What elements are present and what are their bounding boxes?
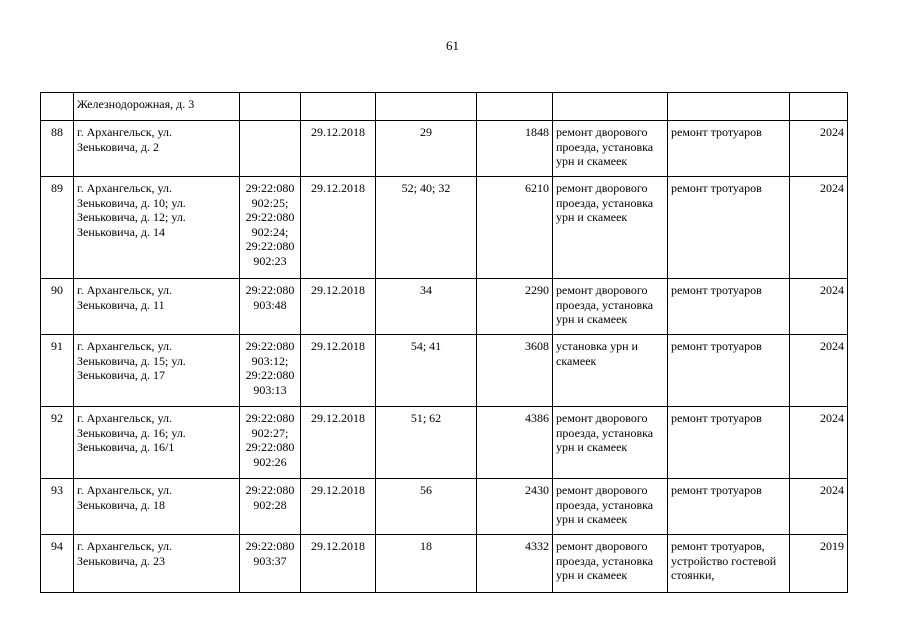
cell-number xyxy=(41,93,74,121)
cell-works-minimal-line: ремонт дворового xyxy=(556,283,648,297)
cell-area xyxy=(477,93,553,121)
cell-area: 6210 xyxy=(477,177,553,279)
cell-year: 2024 xyxy=(790,177,848,279)
cell-works-minimal-line: урн и скамеек xyxy=(556,210,628,224)
cell-works-minimal-line: скамеек xyxy=(556,353,597,368)
cell-address-line: Железнодорожная, д. 3 xyxy=(77,97,195,111)
cell-works-minimal-line: урн и скамеек xyxy=(556,312,628,326)
cell-apartments: 52; 40; 32 xyxy=(376,177,477,279)
cell-area: 4332 xyxy=(477,535,553,593)
cell-address-line: Зеньковича, д. 14 xyxy=(77,224,166,239)
cell-works-additional xyxy=(668,177,790,279)
cell-works-minimal xyxy=(553,479,668,535)
cell-address xyxy=(74,279,240,335)
cell-address-line: Зеньковича, д. 18 xyxy=(77,497,166,512)
cell-works-additional xyxy=(668,279,790,335)
table-row xyxy=(41,407,848,479)
cell-address-line: Зеньковича, д. 11 xyxy=(77,297,165,312)
cell-year: 2024 xyxy=(790,407,848,479)
cell-area: 2430 xyxy=(477,479,553,535)
cell-works-minimal-line: ремонт дворового xyxy=(556,483,648,497)
cell-cadastral xyxy=(240,535,301,593)
cell-area: 1848 xyxy=(477,121,553,177)
cell-works-additional xyxy=(668,407,790,479)
cell-cadastral-line: 29:22:080 xyxy=(245,440,295,454)
cell-works-additional-line: ремонт тротуаров, xyxy=(671,539,765,553)
cell-year: 2024 xyxy=(790,335,848,407)
cell-cadastral-line: 902:24; xyxy=(251,224,289,239)
cell-works-minimal xyxy=(553,535,668,593)
cell-works-additional xyxy=(668,121,790,177)
cell-works-minimal xyxy=(553,177,668,279)
cell-number: 89 xyxy=(41,177,74,279)
cell-cadastral-line: 902:26 xyxy=(253,454,287,469)
cell-area: 2290 xyxy=(477,279,553,335)
cell-address xyxy=(74,479,240,535)
cell-address-line: Зеньковича, д. 10; ул. xyxy=(77,195,186,210)
cell-address-line: г. Архангельск, ул. xyxy=(77,483,172,497)
cell-apartments xyxy=(376,93,477,121)
cell-apartments: 54; 41 xyxy=(376,335,477,407)
cell-works-minimal-line: ремонт дворового xyxy=(556,181,648,195)
cell-works-minimal-line: проезда, установка xyxy=(556,497,654,512)
table-row xyxy=(41,335,848,407)
table-row xyxy=(41,279,848,335)
cell-works-additional xyxy=(668,93,790,121)
cell-area: 3608 xyxy=(477,335,553,407)
table-row xyxy=(41,535,848,593)
cell-address-line: г. Архангельск, ул. xyxy=(77,125,172,139)
cell-date: 29.12.2018 xyxy=(301,535,376,593)
cell-date xyxy=(301,93,376,121)
cell-cadastral-line: 903:48 xyxy=(253,297,287,312)
cell-date: 29.12.2018 xyxy=(301,177,376,279)
cell-address xyxy=(74,177,240,279)
cell-cadastral-line: 29:22:080 xyxy=(245,339,295,353)
cell-works-minimal-line: установка урн и xyxy=(556,339,638,353)
cell-works-additional-line: ремонт тротуаров xyxy=(671,181,762,195)
cell-works-minimal-line: урн и скамеек xyxy=(556,440,628,454)
cell-cadastral-line: 903:13 xyxy=(253,382,287,397)
cell-works-minimal-line: проезда, установка xyxy=(556,195,654,210)
cell-address-line: Зеньковича, д. 17 xyxy=(77,368,166,382)
cell-apartments: 56 xyxy=(376,479,477,535)
cell-apartments: 29 xyxy=(376,121,477,177)
cell-cadastral-line: 902:27; xyxy=(251,425,289,440)
cell-address xyxy=(74,535,240,593)
cell-number: 92 xyxy=(41,407,74,479)
cell-number: 90 xyxy=(41,279,74,335)
cell-works-minimal xyxy=(553,335,668,407)
cell-address-line: г. Архангельск, ул. xyxy=(77,181,172,195)
cell-works-minimal xyxy=(553,407,668,479)
cell-works-minimal-line: ремонт дворового xyxy=(556,411,648,425)
cell-works-minimal-line: урн и скамеек xyxy=(556,154,628,168)
cell-year: 2024 xyxy=(790,279,848,335)
cell-works-additional-line: ремонт тротуаров xyxy=(671,483,762,497)
cell-works-minimal-line: проезда, установка xyxy=(556,553,654,568)
cell-cadastral-line: 29:22:080 xyxy=(245,368,295,382)
cell-address-line: г. Архангельск, ул. xyxy=(77,283,172,297)
cell-cadastral-line: 29:22:080 xyxy=(245,411,295,425)
cell-date: 29.12.2018 xyxy=(301,335,376,407)
cell-year: 2024 xyxy=(790,121,848,177)
cell-works-minimal-line: ремонт дворового xyxy=(556,539,648,553)
cell-works-additional-line: ремонт тротуаров xyxy=(671,411,762,425)
page-number: 61 xyxy=(446,38,459,53)
cell-cadastral xyxy=(240,121,301,177)
cell-cadastral xyxy=(240,479,301,535)
cell-works-additional-line: ремонт тротуаров xyxy=(671,283,762,297)
cell-cadastral xyxy=(240,335,301,407)
cell-works-minimal-line: проезда, установка xyxy=(556,425,654,440)
cell-apartments: 51; 62 xyxy=(376,407,477,479)
cell-year: 2024 xyxy=(790,479,848,535)
cell-works-minimal-line: проезда, установка xyxy=(556,139,654,154)
cell-number: 88 xyxy=(41,121,74,177)
cell-works-minimal xyxy=(553,93,668,121)
cell-address-line: г. Архангельск, ул. xyxy=(77,339,172,353)
cell-date: 29.12.2018 xyxy=(301,121,376,177)
cell-cadastral-line: 29:22:080 xyxy=(245,181,295,195)
cell-works-minimal-line: урн и скамеек xyxy=(556,568,628,582)
cell-apartments: 18 xyxy=(376,535,477,593)
improvement-table xyxy=(40,92,848,593)
cell-address-line: Зеньковича, д. 15; ул. xyxy=(77,353,186,368)
cell-cadastral-line: 29:22:080 xyxy=(245,239,295,253)
cell-cadastral-line: 29:22:080 xyxy=(245,210,295,224)
cell-works-minimal-line: урн и скамеек xyxy=(556,512,628,526)
cell-year: 2019 xyxy=(790,535,848,593)
cell-cadastral-line: 29:22:080 xyxy=(245,283,295,297)
cell-cadastral-line: 29:22:080 xyxy=(245,483,295,497)
cell-cadastral-line: 29:22:080 xyxy=(245,539,295,553)
cell-address xyxy=(74,335,240,407)
cell-address-line: Зеньковича, д. 2 xyxy=(77,139,160,154)
table-row xyxy=(41,479,848,535)
cell-address xyxy=(74,93,240,121)
cell-works-minimal xyxy=(553,121,668,177)
cell-cadastral-line: 903:12; xyxy=(251,353,289,368)
cell-year xyxy=(790,93,848,121)
cell-apartments: 34 xyxy=(376,279,477,335)
cell-number: 91 xyxy=(41,335,74,407)
cell-date: 29.12.2018 xyxy=(301,407,376,479)
cell-number: 94 xyxy=(41,535,74,593)
cell-works-additional-line: стоянки, xyxy=(671,568,715,582)
cell-works-minimal xyxy=(553,279,668,335)
cell-address xyxy=(74,407,240,479)
cell-cadastral xyxy=(240,407,301,479)
cell-works-additional-line: ремонт тротуаров xyxy=(671,125,762,139)
cell-works-additional xyxy=(668,335,790,407)
cell-address-line: Зеньковича, д. 12; ул. xyxy=(77,210,186,224)
cell-address-line: Зеньковича, д. 16/1 xyxy=(77,440,175,454)
cell-date: 29.12.2018 xyxy=(301,279,376,335)
cell-cadastral-line: 902:28 xyxy=(253,497,287,512)
cell-cadastral xyxy=(240,93,301,121)
cell-address-line: г. Архангельск, ул. xyxy=(77,411,172,425)
cell-cadastral xyxy=(240,279,301,335)
cell-cadastral-line: 903:37 xyxy=(253,553,287,568)
cell-address-line: Зеньковича, д. 23 xyxy=(77,553,166,568)
cell-address-line: г. Архангельск, ул. xyxy=(77,539,172,553)
cell-cadastral xyxy=(240,177,301,279)
table-row xyxy=(41,93,848,121)
cell-date: 29.12.2018 xyxy=(301,479,376,535)
cell-works-additional xyxy=(668,535,790,593)
cell-works-additional-line: устройство гостевой xyxy=(671,553,777,568)
cell-works-minimal-line: ремонт дворового xyxy=(556,125,648,139)
cell-works-minimal-line: проезда, установка xyxy=(556,297,654,312)
cell-area: 4386 xyxy=(477,407,553,479)
cell-cadastral-line: 902:25; xyxy=(251,195,289,210)
table-row xyxy=(41,121,848,177)
cell-address-line: Зеньковича, д. 16; ул. xyxy=(77,425,186,440)
cell-number: 93 xyxy=(41,479,74,535)
cell-works-additional-line: ремонт тротуаров xyxy=(671,339,762,353)
table-row xyxy=(41,177,848,279)
cell-works-additional xyxy=(668,479,790,535)
cell-cadastral-line: 902:23 xyxy=(253,253,287,268)
cell-address xyxy=(74,121,240,177)
